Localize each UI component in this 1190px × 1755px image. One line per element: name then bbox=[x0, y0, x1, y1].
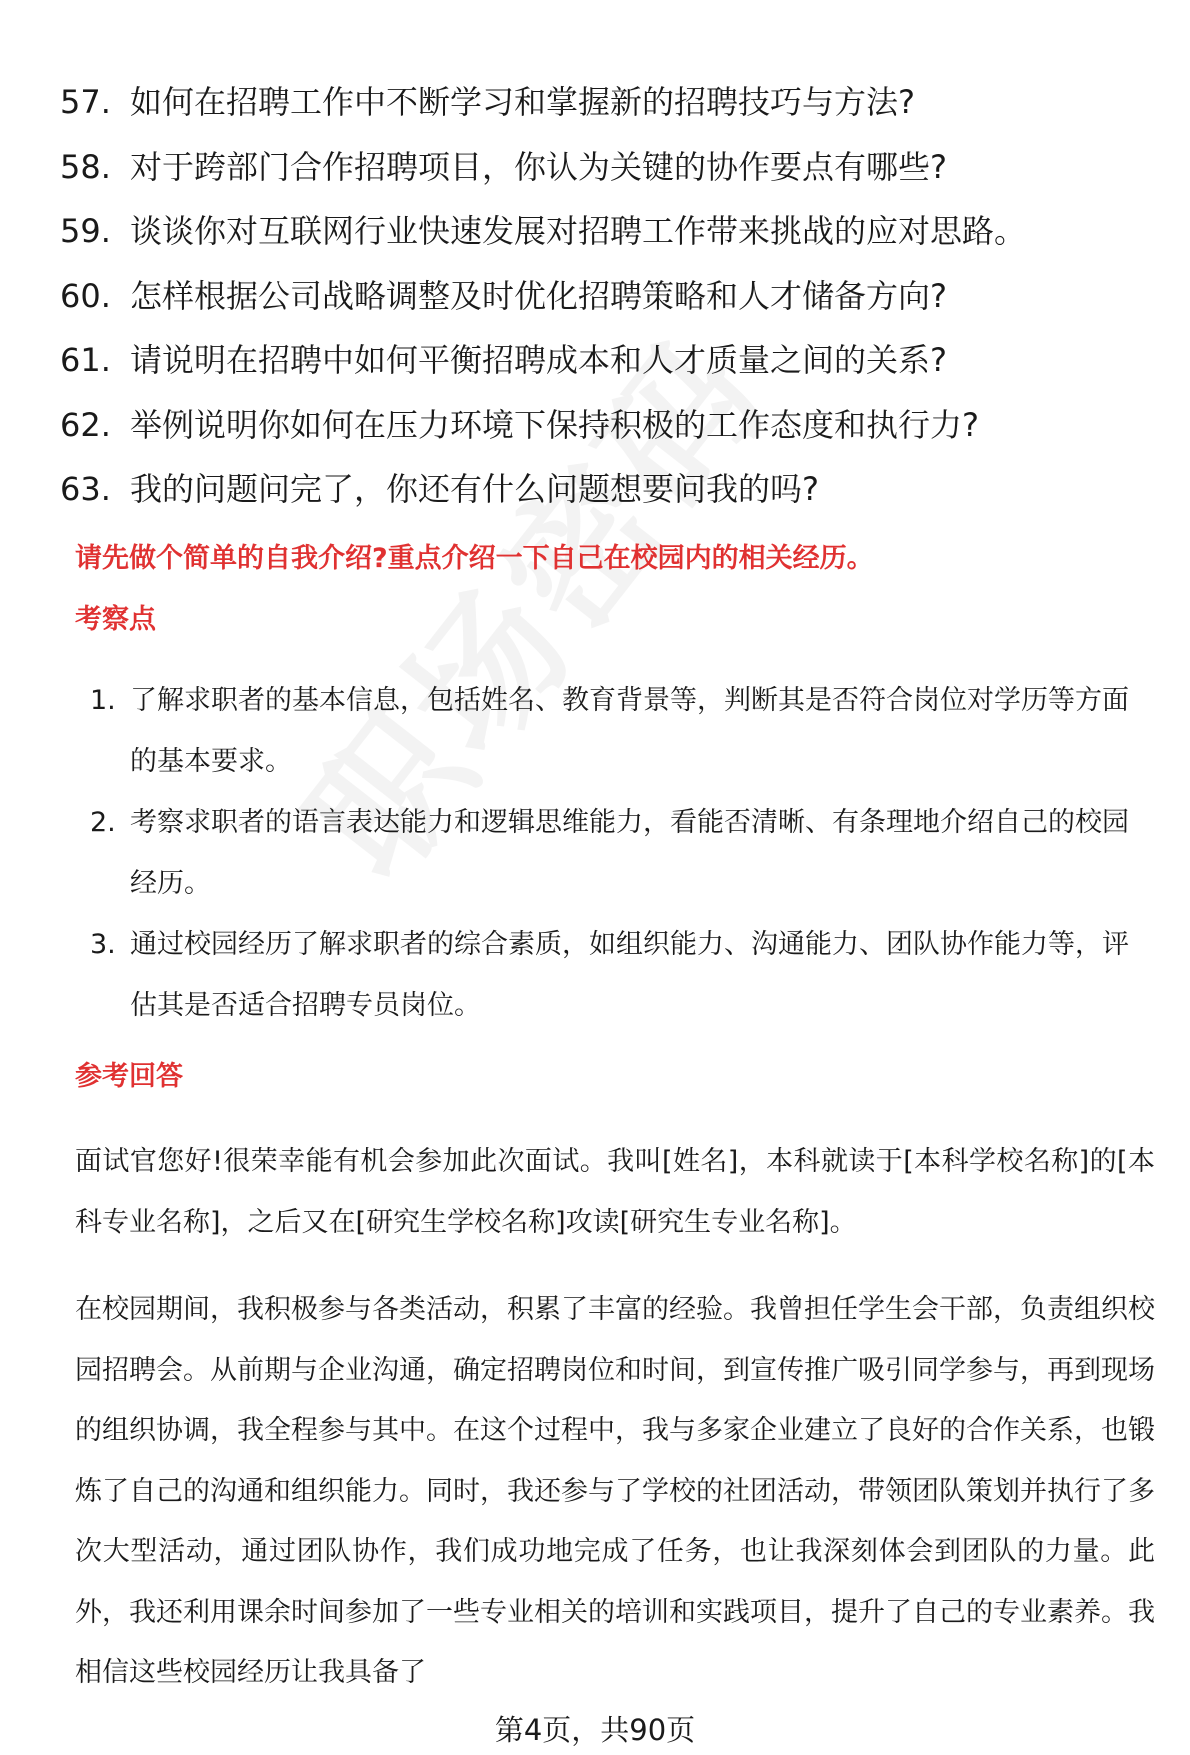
question-text: 我的问题问完了，你还有什么问题想要问我的吗? bbox=[130, 470, 819, 508]
list-item bbox=[75, 792, 1155, 914]
question-number: 59. bbox=[60, 212, 111, 250]
question-number: 61. bbox=[60, 341, 111, 379]
list-item bbox=[75, 670, 1155, 792]
question-number: 63. bbox=[60, 470, 111, 508]
list-item bbox=[60, 264, 1150, 329]
list-item bbox=[75, 914, 1155, 1036]
list-item bbox=[60, 199, 1150, 264]
question-text: 举例说明你如何在压力环境下保持积极的工作态度和执行力? bbox=[130, 405, 979, 444]
question-list bbox=[60, 70, 1150, 522]
list-item bbox=[60, 70, 1150, 135]
point-number: 3. bbox=[90, 929, 116, 960]
question-text: 谈谈你对互联网行业快速发展对招聘工作带来挑战的应对思路。 bbox=[130, 212, 1027, 250]
list-item bbox=[60, 135, 1150, 200]
point-text: 考察求职者的语言表达能力和逻辑思维能力，看能否清晰、有条理地介绍自己的校园经历。 bbox=[130, 807, 1129, 899]
list-item bbox=[60, 328, 1150, 393]
answer-body-continued bbox=[75, 1280, 1155, 1704]
question-text: 对于跨部门合作招聘项目，你认为关键的协作要点有哪些? bbox=[130, 147, 947, 186]
page-number: 第4页，共90页 bbox=[494, 1713, 696, 1747]
point-number: 2. bbox=[90, 807, 116, 838]
assessment-heading: 考察点 bbox=[75, 604, 156, 635]
list-item bbox=[60, 457, 1150, 522]
featured-question-heading: 请先做个简单的自我介绍?重点介绍一下自己在校园内的相关经历。 bbox=[75, 543, 874, 574]
question-number: 58. bbox=[60, 147, 111, 186]
assessment-point-list bbox=[75, 670, 1155, 1036]
answer-paragraph: 面试官您好!很荣幸能有机会参加此次面试。我叫[姓名]，本科就读于[本科学校名称]的[本科专业名称]，之后又在[研究生学校名称]攻读[研究生专业名称]。 bbox=[75, 1146, 1155, 1238]
answer-paragraph: 在校园期间，我积极参与各类活动，积累了丰富的经验。我曾担任学生会干部，负责组织校园招聘会。从前期与企业沟通，确定招聘岗位和时间，到宣传推广吸引同学参与，再到现场的组织协调，我全程参与其中。在这个过程中，我与多家企业建立了良好的合作关系，也锻炼了自己的沟通和组织能力。同时，我还参与了学校的社团活动，带领团队策划并执行了多次大型活动，通过团队协作，我们成功地完成了任务，也让我深刻体会到团队的力量。此外，我还利用课余时间参加了一些专业相关的培训和实践项目，提升了自己的专业素养。我相信这些校园经历让我具备了 bbox=[75, 1294, 1155, 1688]
point-number: 1. bbox=[90, 685, 116, 716]
point-text: 了解求职者的基本信息，包括姓名、教育背景等，判断其是否符合岗位对学历等方面的基本要求。 bbox=[130, 685, 1129, 777]
point-text: 通过校园经历了解求职者的综合素质，如组织能力、沟通能力、团队协作能力等，评估其是否适合招聘专员岗位。 bbox=[130, 929, 1129, 1021]
list-item bbox=[60, 393, 1150, 458]
answer-body bbox=[75, 1132, 1155, 1253]
question-text: 怎样根据公司战略调整及时优化招聘策略和人才储备方向? bbox=[130, 276, 947, 315]
question-text: 如何在招聘工作中不断学习和掌握新的招聘技巧与方法? bbox=[130, 83, 915, 121]
question-number: 60. bbox=[60, 276, 111, 315]
question-number: 57. bbox=[60, 83, 111, 121]
question-number: 62. bbox=[60, 405, 111, 444]
answer-heading: 参考回答 bbox=[75, 1061, 183, 1092]
question-text: 请说明在招聘中如何平衡招聘成本和人才质量之间的关系? bbox=[130, 341, 947, 379]
